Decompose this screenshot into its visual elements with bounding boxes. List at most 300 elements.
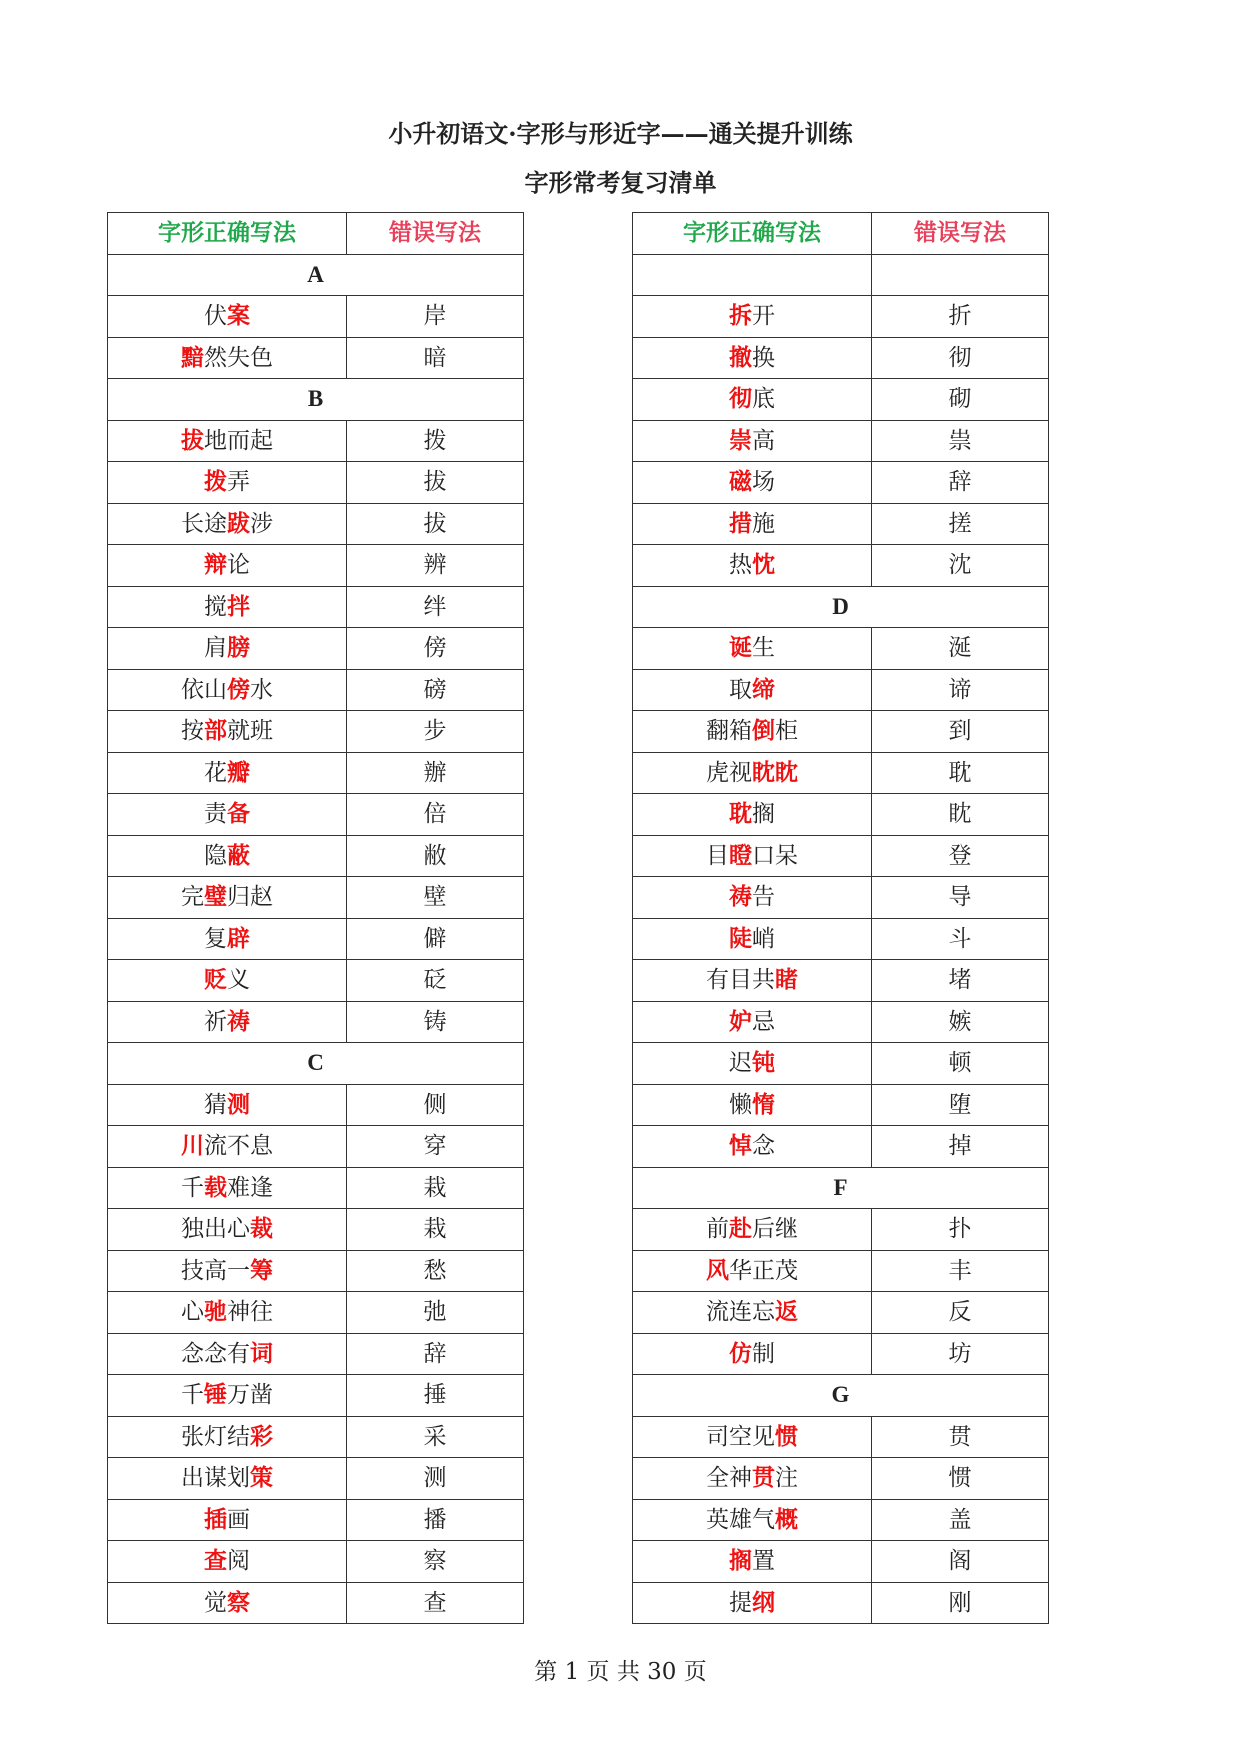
table-row <box>108 1167 524 1209</box>
highlighted-character: 部 <box>204 717 227 745</box>
wrong-character-cell: 傍 <box>347 628 524 670</box>
right-word-table <box>632 212 1049 1624</box>
highlighted-character: 膀 <box>227 634 250 662</box>
word-suffix: 高 <box>752 427 775 454</box>
highlighted-character: 撤 <box>729 343 752 371</box>
word-prefix: 有目共 <box>706 967 775 994</box>
highlighted-character: 拨 <box>204 468 227 496</box>
wrong-character-cell: 嫉 <box>872 1001 1049 1043</box>
highlighted-character: 拌 <box>227 592 250 620</box>
word-prefix: 英雄气 <box>706 1506 775 1533</box>
correct-word-cell <box>108 1582 347 1624</box>
wrong-character-cell: 涎 <box>872 628 1049 670</box>
word-suffix: 流不息 <box>204 1133 273 1160</box>
word-suffix: 阅 <box>227 1548 250 1575</box>
correct-word-cell <box>108 669 347 711</box>
correct-word-cell <box>633 1458 872 1500</box>
wrong-character-cell: 彻 <box>872 337 1049 379</box>
left-table-body <box>108 254 524 1624</box>
word-suffix: 柜 <box>775 718 798 745</box>
word-prefix: 全神 <box>706 1465 752 1492</box>
wrong-character-cell: 到 <box>872 711 1049 753</box>
word-suffix: 义 <box>227 967 250 994</box>
table-row <box>108 1209 524 1251</box>
correct-word-cell <box>633 1001 872 1043</box>
wrong-character-cell: 僻 <box>347 918 524 960</box>
correct-word-cell <box>633 918 872 960</box>
correct-word-cell <box>633 1499 872 1541</box>
highlighted-character: 川 <box>181 1132 204 1160</box>
table-row <box>108 420 524 462</box>
highlighted-character: 查 <box>204 1547 227 1575</box>
wrong-character-cell: 辦 <box>347 752 524 794</box>
table-row <box>108 918 524 960</box>
word-prefix: 提 <box>729 1589 752 1616</box>
word-prefix: 花 <box>204 759 227 786</box>
highlighted-character: 彻 <box>729 385 752 413</box>
word-prefix: 心 <box>181 1299 204 1326</box>
word-prefix: 觉 <box>204 1589 227 1616</box>
highlighted-character: 拔 <box>181 426 204 454</box>
word-suffix: 忌 <box>752 1008 775 1035</box>
correct-word-cell <box>633 420 872 462</box>
word-prefix: 热 <box>729 552 752 579</box>
highlighted-character: 仿 <box>729 1339 752 1367</box>
document-subtitle: 字形常考复习清单 <box>524 168 717 197</box>
wrong-character-cell: 谛 <box>872 669 1049 711</box>
table-header-row <box>108 213 524 255</box>
highlighted-character: 辩 <box>204 551 227 579</box>
word-prefix: 隐 <box>204 842 227 869</box>
table-row <box>633 1292 1049 1334</box>
word-suffix: 后继 <box>752 1216 798 1243</box>
wrong-character-cell: 倍 <box>347 794 524 836</box>
correct-word-cell <box>633 337 872 379</box>
table-row <box>633 711 1049 753</box>
wrong-character-cell: 耽 <box>872 752 1049 794</box>
table-row <box>633 379 1049 421</box>
word-prefix: 前 <box>706 1216 729 1243</box>
table-row <box>633 337 1049 379</box>
wrong-character-cell: 侧 <box>347 1084 524 1126</box>
highlighted-character: 黯 <box>181 343 204 371</box>
correct-word-cell <box>108 1292 347 1334</box>
correct-word-cell <box>108 420 347 462</box>
table-row <box>633 1416 1049 1458</box>
highlighted-character: 钝 <box>752 1049 775 1077</box>
highlighted-character: 忱 <box>752 551 775 579</box>
highlighted-character: 载 <box>204 1173 227 1201</box>
right-table-body <box>633 254 1049 1624</box>
word-suffix: 场 <box>752 469 775 496</box>
word-suffix: 开 <box>752 303 775 330</box>
word-suffix: 水 <box>250 676 273 703</box>
table-row <box>633 1001 1049 1043</box>
word-prefix: 出谋划 <box>181 1465 250 1492</box>
wrong-character-cell: 辨 <box>347 545 524 587</box>
highlighted-character: 妒 <box>729 1007 752 1035</box>
section-letter: F <box>633 1167 1049 1209</box>
word-suffix: 峭 <box>752 925 775 952</box>
word-suffix: 施 <box>752 510 775 537</box>
word-suffix: 弄 <box>227 469 250 496</box>
wrong-character-cell: 察 <box>347 1541 524 1583</box>
word-prefix: 搅 <box>204 593 227 620</box>
document-title: 小升初语文·字形与形近字——通关提升训练 <box>388 119 853 148</box>
wrong-character-cell: 穿 <box>347 1126 524 1168</box>
table-row <box>108 628 524 670</box>
table-row <box>633 1084 1049 1126</box>
correct-word-cell <box>108 1209 347 1251</box>
highlighted-character: 筹 <box>250 1256 273 1284</box>
word-suffix: 论 <box>227 552 250 579</box>
wrong-character-cell: 绊 <box>347 586 524 628</box>
wrong-character-cell: 弛 <box>347 1292 524 1334</box>
word-prefix: 责 <box>204 801 227 828</box>
word-prefix: 技高一 <box>181 1257 250 1284</box>
correct-word-cell <box>633 711 872 753</box>
highlighted-character: 悼 <box>729 1132 752 1160</box>
word-prefix: 复 <box>204 925 227 952</box>
table-row <box>108 1292 524 1334</box>
correct-word-cell <box>108 794 347 836</box>
wrong-character-cell: 斗 <box>872 918 1049 960</box>
correct-word-cell <box>108 835 347 877</box>
correct-word-cell <box>108 545 347 587</box>
wrong-character-cell: 辞 <box>872 462 1049 504</box>
table-row <box>108 1084 524 1126</box>
wrong-character-cell: 捶 <box>347 1375 524 1417</box>
table-row <box>108 1001 524 1043</box>
table-row <box>633 752 1049 794</box>
correct-word-cell <box>108 1458 347 1500</box>
correct-word-cell <box>108 462 347 504</box>
section-row <box>633 586 1049 628</box>
correct-word-cell <box>108 296 347 338</box>
table-row <box>108 1416 524 1458</box>
wrong-character-cell: 砭 <box>347 960 524 1002</box>
wrong-character-cell: 岸 <box>347 296 524 338</box>
wrong-character-cell: 磅 <box>347 669 524 711</box>
correct-word-cell <box>108 1416 347 1458</box>
highlighted-character: 案 <box>227 302 250 330</box>
correct-word-cell <box>108 1541 347 1583</box>
correct-word-cell <box>633 877 872 919</box>
word-prefix: 取 <box>729 676 752 703</box>
highlighted-character: 备 <box>227 800 250 828</box>
wrong-character-cell: 拔 <box>347 503 524 545</box>
highlighted-character: 眈眈 <box>752 758 798 786</box>
correct-word-cell <box>108 503 347 545</box>
table-row <box>633 1126 1049 1168</box>
wrong-character-cell: 栽 <box>347 1209 524 1251</box>
highlighted-character: 驰 <box>204 1298 227 1326</box>
table-row <box>108 711 524 753</box>
wrong-character-cell: 搓 <box>872 503 1049 545</box>
highlighted-character: 插 <box>204 1505 227 1533</box>
word-prefix: 猜 <box>204 1091 227 1118</box>
table-row <box>633 1458 1049 1500</box>
wrong-character-cell: 折 <box>872 296 1049 338</box>
correct-word-cell <box>633 752 872 794</box>
table-row <box>108 960 524 1002</box>
correct-word-cell <box>108 1126 347 1168</box>
wrong-character-cell: 沈 <box>872 545 1049 587</box>
wrong-character-cell: 登 <box>872 835 1049 877</box>
table-row <box>108 835 524 877</box>
correct-word-cell <box>108 1001 347 1043</box>
wrong-character-cell: 辞 <box>347 1333 524 1375</box>
correct-word-cell <box>108 628 347 670</box>
wrong-character-cell: 愁 <box>347 1250 524 1292</box>
word-suffix: 置 <box>752 1548 775 1575</box>
correct-word-cell <box>633 462 872 504</box>
correct-word-cell <box>633 1126 872 1168</box>
highlighted-character: 睹 <box>775 966 798 994</box>
table-row <box>108 1375 524 1417</box>
wrong-character-cell: 导 <box>872 877 1049 919</box>
word-prefix: 伏 <box>204 303 227 330</box>
correct-word-cell <box>108 1250 347 1292</box>
highlighted-character: 风 <box>706 1256 729 1284</box>
highlighted-character: 彩 <box>250 1422 273 1450</box>
correct-word-cell <box>633 1043 872 1085</box>
wrong-character-cell: 敝 <box>347 835 524 877</box>
correct-word-cell <box>108 337 347 379</box>
highlighted-character: 测 <box>227 1090 250 1118</box>
wrong-character-cell: 坊 <box>872 1333 1049 1375</box>
word-prefix: 独出心 <box>181 1216 250 1243</box>
wrong-character-cell: 壁 <box>347 877 524 919</box>
section-letter: A <box>108 254 524 296</box>
wrong-character-cell: 眈 <box>872 794 1049 836</box>
table-row <box>108 669 524 711</box>
wrong-character-cell: 采 <box>347 1416 524 1458</box>
wrong-character-cell: 暗 <box>347 337 524 379</box>
section-letter: D <box>633 586 1049 628</box>
section-letter: G <box>633 1375 1049 1417</box>
highlighted-character: 返 <box>775 1298 798 1326</box>
highlighted-character: 缔 <box>752 675 775 703</box>
blank-cell <box>872 254 1049 296</box>
word-prefix: 完 <box>181 884 204 911</box>
highlighted-character: 瞪 <box>729 841 752 869</box>
word-prefix: 肩 <box>204 635 227 662</box>
highlighted-character: 纲 <box>752 1588 775 1616</box>
table-row <box>108 877 524 919</box>
table-header-row <box>633 213 1049 255</box>
word-prefix: 懒 <box>729 1091 752 1118</box>
word-prefix: 司空见 <box>706 1423 775 1450</box>
correct-word-cell <box>633 1209 872 1251</box>
table-row <box>633 794 1049 836</box>
wrong-character-cell: 砌 <box>872 379 1049 421</box>
wrong-character-cell: 丰 <box>872 1250 1049 1292</box>
highlighted-character: 祷 <box>729 883 752 911</box>
word-suffix: 神往 <box>227 1299 273 1326</box>
highlighted-character: 锤 <box>204 1381 227 1409</box>
word-suffix: 生 <box>752 635 775 662</box>
table-row <box>633 296 1049 338</box>
correct-word-cell <box>633 669 872 711</box>
correct-word-cell <box>633 545 872 587</box>
highlighted-character: 耽 <box>729 800 752 828</box>
table-row <box>633 503 1049 545</box>
word-prefix: 依山 <box>181 676 227 703</box>
correct-word-cell <box>633 960 872 1002</box>
table-row <box>633 1209 1049 1251</box>
correct-word-cell <box>633 794 872 836</box>
word-suffix: 归赵 <box>227 884 273 911</box>
word-prefix: 流连忘 <box>706 1299 775 1326</box>
correct-word-cell <box>108 586 347 628</box>
word-prefix: 张灯结 <box>181 1423 250 1450</box>
table-row <box>633 960 1049 1002</box>
correct-word-cell <box>108 1375 347 1417</box>
table-row <box>108 503 524 545</box>
wrong-character-cell: 步 <box>347 711 524 753</box>
correct-word-cell <box>108 752 347 794</box>
wrong-character-cell: 拨 <box>347 420 524 462</box>
table-row <box>633 462 1049 504</box>
table-row <box>108 1499 524 1541</box>
wrong-character-cell: 堵 <box>872 960 1049 1002</box>
wrong-character-cell: 贯 <box>872 1416 1049 1458</box>
section-row <box>108 254 524 296</box>
table-row <box>108 462 524 504</box>
table-row <box>108 1458 524 1500</box>
section-row <box>633 254 1049 296</box>
word-suffix: 万凿 <box>227 1382 273 1409</box>
correct-word-cell <box>633 379 872 421</box>
section-row <box>633 1375 1049 1417</box>
correct-word-cell <box>633 296 872 338</box>
correct-word-cell <box>108 1333 347 1375</box>
wrong-character-cell: 铸 <box>347 1001 524 1043</box>
wrong-character-cell: 堕 <box>872 1084 1049 1126</box>
word-prefix: 翻箱 <box>706 718 752 745</box>
highlighted-character: 磁 <box>729 468 752 496</box>
wrong-character-cell: 测 <box>347 1458 524 1500</box>
highlighted-character: 拆 <box>729 302 752 330</box>
table-row <box>108 337 524 379</box>
wrong-header: 错误写法 <box>872 213 1049 255</box>
highlighted-character: 赴 <box>729 1215 752 1243</box>
wrong-character-cell: 刚 <box>872 1582 1049 1624</box>
highlighted-character: 察 <box>227 1588 250 1616</box>
word-prefix: 念念有 <box>181 1340 250 1367</box>
highlighted-character: 惯 <box>775 1422 798 1450</box>
correct-word-cell <box>108 1167 347 1209</box>
highlighted-character: 陡 <box>729 924 752 952</box>
highlighted-character: 祷 <box>227 1007 250 1035</box>
table-row <box>108 1126 524 1168</box>
highlighted-character: 策 <box>250 1464 273 1492</box>
word-prefix: 目 <box>706 842 729 869</box>
word-suffix: 制 <box>752 1340 775 1367</box>
word-suffix: 口呆 <box>752 842 798 869</box>
wrong-character-cell: 顿 <box>872 1043 1049 1085</box>
wrong-character-cell: 扑 <box>872 1209 1049 1251</box>
word-suffix: 难逢 <box>227 1174 273 1201</box>
correct-header: 字形正确写法 <box>633 213 872 255</box>
word-suffix: 念 <box>752 1133 775 1160</box>
table-row <box>633 1499 1049 1541</box>
highlighted-character: 崇 <box>729 426 752 454</box>
correct-header: 字形正确写法 <box>108 213 347 255</box>
table-row <box>108 586 524 628</box>
correct-word-cell <box>633 503 872 545</box>
wrong-character-cell: 反 <box>872 1292 1049 1334</box>
correct-word-cell <box>108 1499 347 1541</box>
highlighted-character: 词 <box>250 1339 273 1367</box>
table-row <box>108 794 524 836</box>
table-row <box>633 545 1049 587</box>
section-letter: C <box>108 1043 524 1085</box>
table-row <box>633 877 1049 919</box>
highlighted-character: 贯 <box>752 1464 775 1492</box>
section-row <box>108 1043 524 1085</box>
highlighted-character: 贬 <box>204 966 227 994</box>
word-prefix: 祈 <box>204 1008 227 1035</box>
word-prefix: 虎视 <box>706 759 752 786</box>
word-suffix: 就班 <box>227 718 273 745</box>
table-row <box>633 918 1049 960</box>
correct-word-cell <box>108 960 347 1002</box>
correct-word-cell <box>633 1582 872 1624</box>
word-prefix: 千 <box>181 1382 204 1409</box>
highlighted-character: 傍 <box>227 675 250 703</box>
wrong-character-cell: 栽 <box>347 1167 524 1209</box>
table-row <box>633 1333 1049 1375</box>
section-letter: B <box>108 379 524 421</box>
word-suffix: 告 <box>752 884 775 911</box>
word-prefix: 迟 <box>729 1050 752 1077</box>
word-suffix: 注 <box>775 1465 798 1492</box>
correct-word-cell <box>633 1084 872 1126</box>
highlighted-character: 裁 <box>250 1215 273 1243</box>
table-row <box>633 628 1049 670</box>
section-row <box>633 1167 1049 1209</box>
highlighted-character: 倒 <box>752 717 775 745</box>
correct-word-cell <box>633 835 872 877</box>
word-prefix: 长途 <box>181 510 227 537</box>
highlighted-character: 措 <box>729 509 752 537</box>
highlighted-character: 辟 <box>227 924 250 952</box>
table-row <box>633 1541 1049 1583</box>
wrong-character-cell: 掉 <box>872 1126 1049 1168</box>
correct-word-cell <box>633 628 872 670</box>
correct-word-cell <box>108 918 347 960</box>
highlighted-character: 跋 <box>227 509 250 537</box>
table-row <box>108 1250 524 1292</box>
highlighted-character: 惰 <box>752 1090 775 1118</box>
word-suffix: 涉 <box>250 510 273 537</box>
table-row <box>108 1333 524 1375</box>
correct-word-cell <box>108 711 347 753</box>
wrong-character-cell: 惯 <box>872 1458 1049 1500</box>
word-suffix: 画 <box>227 1506 250 1533</box>
highlighted-character: 诞 <box>729 634 752 662</box>
table-row <box>633 1582 1049 1624</box>
correct-word-cell <box>108 1084 347 1126</box>
word-prefix: 按 <box>181 718 204 745</box>
wrong-character-cell: 盖 <box>872 1499 1049 1541</box>
correct-word-cell <box>633 1292 872 1334</box>
word-prefix: 千 <box>181 1174 204 1201</box>
table-row <box>108 1541 524 1583</box>
highlighted-character: 璧 <box>204 883 227 911</box>
